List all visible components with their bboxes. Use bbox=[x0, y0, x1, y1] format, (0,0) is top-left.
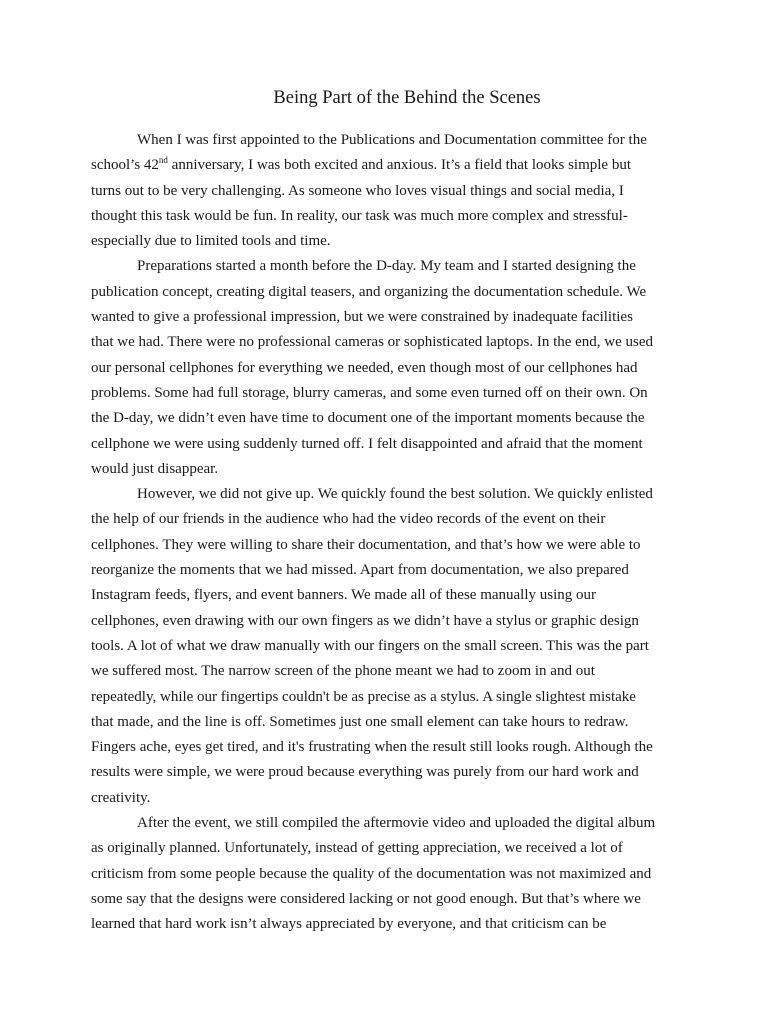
line-text: some say that the designs were considered lacking or not good enough. But that’s where we bbox=[91, 890, 641, 907]
text-line bbox=[91, 406, 687, 431]
text-line bbox=[91, 153, 687, 178]
text-line bbox=[91, 356, 687, 381]
line-text: thought this task would be fun. In reality, our task was much more complex and stressful- bbox=[91, 207, 628, 224]
line-text: the help of our friends in the audience who had the video records of the event on their bbox=[91, 511, 606, 528]
text-line bbox=[91, 204, 687, 229]
line-text: school’s 42 bbox=[91, 157, 159, 174]
line-text: repeatedly, while our fingertips couldn't be as precise as a stylus. A single slightest mistake bbox=[91, 688, 636, 705]
text-line bbox=[91, 280, 687, 305]
text-line bbox=[91, 432, 687, 457]
text-line bbox=[91, 179, 687, 204]
document-body bbox=[91, 128, 687, 938]
text-line bbox=[91, 128, 687, 153]
line-text: our personal cellphones for everything we needed, even though most of our cellphones had bbox=[91, 359, 638, 376]
line-text: criticism from some people because the quality of the documentation was not maximized and bbox=[91, 865, 652, 882]
line-text: turns out to be very challenging. As someone who loves visual things and social media, I bbox=[91, 182, 624, 199]
line-text: cellphones. They were willing to share their documentation, and that’s how we were able to bbox=[91, 536, 641, 553]
line-text: Instagram feeds, flyers, and event banners. We made all of these manually using our bbox=[91, 587, 597, 604]
line-text: cellphones, even drawing with our own fingers as we didn’t have a stylus or graphic design bbox=[91, 612, 639, 629]
line-text: However, we did not give up. We quickly found the best solution. We quickly enlisted bbox=[137, 486, 653, 503]
text-line bbox=[91, 862, 687, 887]
text-line bbox=[91, 507, 687, 532]
line-text: wanted to give a professional impression, but we were constrained by inadequate facilities bbox=[91, 309, 633, 326]
text-line bbox=[91, 381, 687, 406]
text-line bbox=[91, 659, 687, 684]
line-text: Fingers ache, eyes get tired, and it's frustrating when the result still looks rough. Although the bbox=[91, 739, 653, 756]
text-line bbox=[91, 254, 687, 279]
text-line bbox=[91, 735, 687, 760]
text-line bbox=[91, 685, 687, 710]
line-text: would just disappear. bbox=[91, 460, 219, 477]
line-text: creativity. bbox=[91, 789, 151, 806]
text-line bbox=[91, 482, 687, 507]
text-line bbox=[91, 558, 687, 583]
line-text: that we had. There were no professional cameras or sophisticated laptops. In the end, we used bbox=[91, 334, 654, 351]
text-line bbox=[91, 786, 687, 811]
line-text: When I was first appointed to the Publications and Documentation committee for the bbox=[137, 132, 647, 148]
line-text: we suffered most. The narrow screen of the phone meant we had to zoom in and out bbox=[91, 663, 595, 680]
superscript-text: nd bbox=[158, 155, 168, 166]
line-text: reorganize the moments that we had missed. Apart from documentation, we also prepared bbox=[91, 562, 629, 579]
line-text: especially due to limited tools and time. bbox=[91, 233, 331, 250]
line-text: as originally planned. Unfortunately, instead of getting appreciation, we received a lot of bbox=[91, 840, 623, 857]
line-text: the D-day, we didn’t even have time to document one of the important moments because the bbox=[91, 410, 645, 427]
line-text: tools. A lot of what we draw manually with our fingers on the small screen. This was the part bbox=[91, 637, 649, 654]
line-text: problems. Some had full storage, blurry cameras, and some even turned off on their own. On bbox=[91, 384, 648, 401]
document-title: Being Part of the Behind the Scenes bbox=[273, 88, 541, 108]
line-text: cellphone we were using suddenly turned off. I felt disappointed and afraid that the moment bbox=[91, 435, 643, 452]
text-line bbox=[91, 887, 687, 912]
line-text: anniversary, I was both excited and anxious. It’s a field that looks simple but bbox=[167, 157, 632, 174]
text-line bbox=[91, 912, 687, 937]
line-text: results were simple, we were proud because everything was purely from our hard work and bbox=[91, 764, 639, 781]
line-text: learned that hard work isn’t always appreciated by everyone, and that criticism can be bbox=[91, 916, 607, 933]
text-line bbox=[91, 609, 687, 634]
text-line bbox=[91, 533, 687, 558]
text-line bbox=[91, 305, 687, 330]
text-line bbox=[91, 229, 687, 254]
text-line bbox=[91, 634, 687, 659]
line-text: Preparations started a month before the D-day. My team and I started designing the bbox=[137, 258, 636, 275]
text-line bbox=[91, 330, 687, 355]
text-line bbox=[91, 710, 687, 735]
text-line bbox=[91, 457, 687, 482]
line-text: After the event, we still compiled the aftermovie video and uploaded the digital album bbox=[137, 815, 656, 832]
text-line bbox=[91, 760, 687, 785]
text-line bbox=[91, 583, 687, 608]
line-text: publication concept, creating digital teasers, and organizing the documentation schedule. We bbox=[91, 283, 647, 300]
text-line bbox=[91, 811, 687, 836]
line-text: that made, and the line is off. Sometimes just one small element can take hours to redraw. bbox=[91, 713, 629, 730]
text-line bbox=[91, 836, 687, 861]
